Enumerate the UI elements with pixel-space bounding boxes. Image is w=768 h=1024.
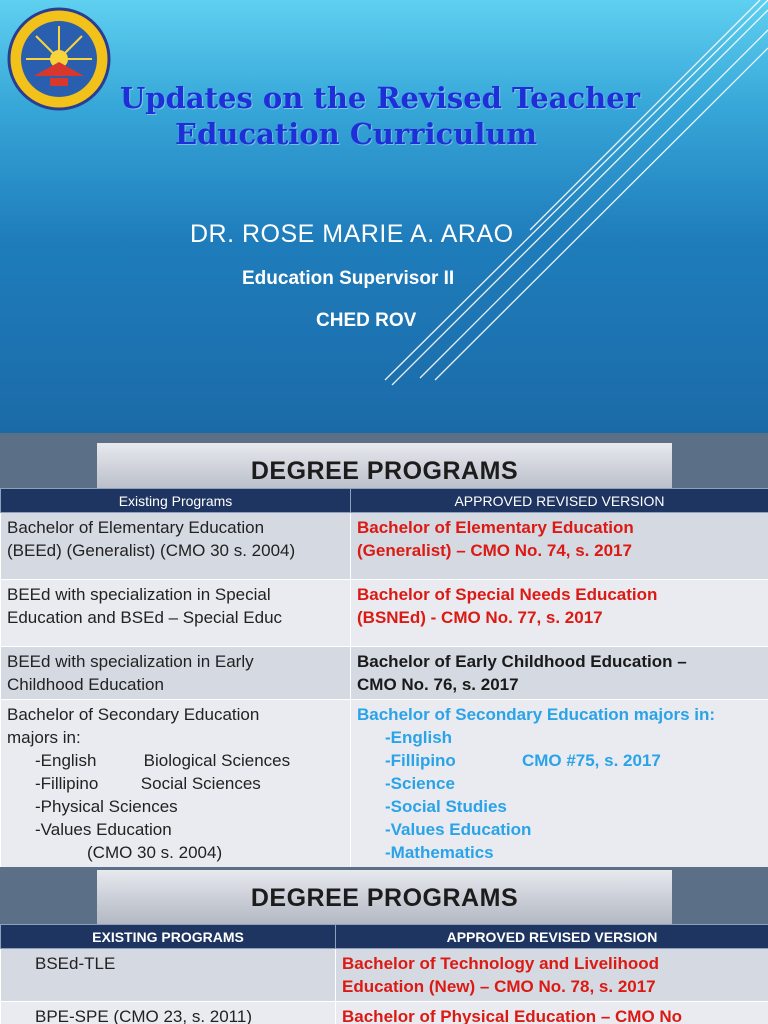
- revised-line: Bachelor of Secondary Education majors in:: [357, 705, 716, 724]
- existing-line: (BEEd) (Generalist) (CMO 30 s. 2004): [7, 541, 296, 560]
- revised-line: -Fillipino CMO #75, s. 2017: [385, 751, 661, 770]
- existing-line: -Physical Sciences: [35, 797, 178, 816]
- title-slide: [0, 0, 768, 433]
- decorative-lines: [0, 0, 768, 433]
- table-header-row: [1, 489, 768, 513]
- existing-line: Bachelor of Secondary Education: [7, 705, 260, 724]
- revised-line: CMO No. 76, s. 2017: [357, 675, 519, 694]
- table-row: [1, 513, 768, 580]
- presenter-role: Education Supervisor II: [242, 268, 455, 289]
- existing-line: BPE-SPE (CMO 23, s. 2011): [35, 1007, 252, 1024]
- table-row: [1, 647, 768, 700]
- existing-line: -Values Education: [35, 820, 172, 839]
- revised-line: -English: [385, 728, 453, 747]
- title-line-1: Updates on the Revised Teacher: [120, 81, 640, 115]
- slide-banner: [97, 870, 672, 924]
- revised-line: -Science: [385, 774, 455, 793]
- table-row: [1, 1002, 768, 1024]
- table-row: [1, 580, 768, 647]
- table-row: [1, 700, 768, 868]
- column-header-revised: APPROVED REVISED VERSION: [351, 489, 768, 513]
- revised-line: -Values Education: [385, 820, 532, 839]
- revised-line: (Generalist) – CMO No. 74, s. 2017: [357, 541, 632, 560]
- degree-programs-slide-1: [0, 433, 768, 867]
- existing-line: Bachelor of Elementary Education: [7, 518, 265, 537]
- revised-line: Bachelor of Elementary Education: [357, 518, 634, 537]
- revised-line: -Social Studies: [385, 797, 507, 816]
- existing-line: -Fillipino Social Sciences: [35, 774, 261, 793]
- existing-line: BEEd with specialization in Special: [7, 585, 271, 604]
- existing-line: -English Biological Sciences: [35, 751, 291, 770]
- column-header-revised: APPROVED REVISED VERSION: [336, 925, 768, 949]
- existing-line: BEEd with specialization in Early: [7, 652, 254, 671]
- existing-line: BSEd-TLE: [35, 954, 116, 973]
- presentation-title: [120, 80, 740, 152]
- programs-table: [0, 924, 768, 1024]
- presenter-org: CHED ROV: [316, 310, 417, 331]
- banner-title: DEGREE PROGRAMS: [250, 457, 519, 485]
- revised-line: Education (New) – CMO No. 78, s. 2017: [342, 977, 656, 996]
- presenter-name: DR. ROSE MARIE A. ARAO: [190, 220, 514, 248]
- revised-line: Bachelor of Special Needs Education: [357, 585, 658, 604]
- table-row: [1, 949, 768, 1002]
- column-header-existing: EXISTING PROGRAMS: [1, 925, 336, 949]
- column-header-existing: Existing Programs: [1, 489, 351, 513]
- existing-line: Childhood Education: [7, 675, 164, 694]
- revised-line: Bachelor of Physical Education – CMO No: [342, 1007, 683, 1024]
- revised-line: -Mathematics: [385, 843, 494, 862]
- programs-table: [0, 488, 768, 867]
- title-line-2: Education Curriculum: [175, 117, 538, 151]
- table-header-row: [1, 925, 768, 949]
- ched-seal-icon: [6, 6, 112, 112]
- revised-line: Bachelor of Early Childhood Education –: [357, 652, 687, 671]
- banner-title: DEGREE PROGRAMS: [250, 884, 519, 912]
- existing-line: Education and BSEd – Special Educ: [7, 608, 283, 627]
- revised-line: Bachelor of Technology and Livelihood: [342, 954, 660, 973]
- degree-programs-slide-2: [0, 867, 768, 1024]
- existing-line: (CMO 30 s. 2004): [87, 843, 223, 862]
- existing-line: majors in:: [7, 728, 81, 747]
- revised-line: (BSNEd) - CMO No. 77, s. 2017: [357, 608, 603, 627]
